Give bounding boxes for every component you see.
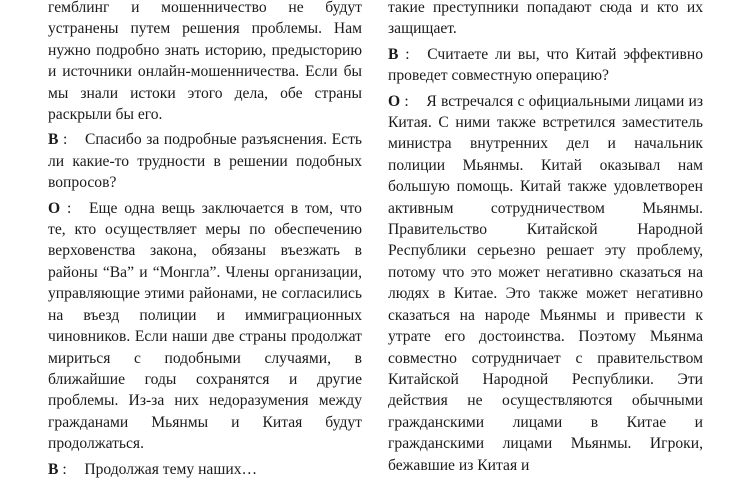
question-paragraph: В : Продолжая тему наших… [48, 460, 258, 478]
speaker-label: В [48, 460, 59, 478]
speaker-label: В [388, 45, 399, 63]
question-paragraph: В : Считаете ли вы, что Китай эффективно проведет совместную операцию? [388, 45, 704, 85]
paragraph-text: Я встречался с официальными лицами из Китая. С ними также встретился заместитель министра внутренних дел и начальник полиции Мьянмы. Китай оказывал нам большую помощь. Китай также удовлетворен активным сотрудничеством Мьянмы. Правительство Китайской Народной Республики серьезно решает эту проблему, потому что это может негативно сказаться на людях в Китае. Это также может негативно сказаться на народе Мьянмы и привести к утрате его достоинства. Поэтому Мьянма совместно сотрудничает с правительством Китайской Народной Республики. Эти действия не осуществляются обычными гражданскими лицами в Китае и гражданскими лицами Мьянмы. Игроки, бежавшие из Китая и [388, 92, 703, 474]
paragraph [48, 0, 362, 125]
paragraph-text: Спасибо за подробные разъяснения. Есть ли какие-то трудности в решении подобных вопросов? [48, 131, 362, 192]
paragraph [388, 0, 703, 40]
speaker-label: О [48, 199, 61, 217]
speaker-label: В [48, 131, 59, 149]
paragraph-text: гемблинг и мошенничество не будут устранены путем решения проблемы. Нам нужно подробно знать историю, предысторию и источники онлайн-мошенничества. Если бы мы знали истоки этого дела, обе страны раскрыли бы его. [48, 0, 362, 124]
paragraph-text: Считаете ли вы, что Китай эффективно проведет совместную операцию? [388, 45, 704, 85]
answer-paragraph: О : Я встречался с официальными лицами из Китая. С ними также встретился заместитель министра внутренних дел и начальник полиции Мьянмы. Китай оказывал нам большую помощь. Китай также удовлетворен активным сотрудничеством Мьянмы. Правительство Китайской Народной Республики серьезно решает эту проблему, потому что это может негативно сказаться на людях в Китае. Это также может негативно сказаться на народе Мьянмы и привести к утрате его достоинства. Поэтому Мьянма совместно сотрудничает с правительством Китайской Народной Республики. Эти действия не осуществляются обычными гражданскими лицами в Китае и гражданскими лицами Мьянмы. Игроки, бежавшие из Китая и [388, 92, 703, 474]
left-column [48, 0, 362, 484]
paragraph-text: Продолжая тему наших… [84, 460, 258, 478]
paragraph-text: Еще одна вещь заключается в том, что те, кто осуществляет меры по обеспечению верховенства закона, обязаны въезжать в районы “Ва” и “Монгла”. Члены организации, управляющие этими районами, не согласились на въезд полиции и иммиграционных чиновников. Если наши две страны продолжат мириться с подобными случаями, в ближайшие годы сохранятся и другие проблемы. Из-за них недоразумения между гражданами Мьянмы и Китая будут продолжаться. [48, 199, 362, 453]
right-column [388, 0, 703, 480]
speaker-label: О [388, 92, 401, 110]
question-paragraph: В : Спасибо за подробные разъяснения. Есть ли какие-то трудности в решении подобных вопросов? [48, 131, 362, 192]
answer-paragraph: О : Еще одна вещь заключается в том, что те, кто осуществляет меры по обеспечению верховенства закона, обязаны въезжать в районы “Ва” и “Монгла”. Члены организации, управляющие этими районами, не согласились на въезд полиции и иммиграционных чиновников. Если наши две страны продолжат мириться с подобными случаями, в ближайшие годы сохранятся и другие проблемы. Из-за них недоразумения между гражданами Мьянмы и Китая будут продолжаться. [48, 199, 362, 453]
paragraph-text: такие преступники попадают сюда и кто их защищает. [388, 0, 703, 38]
